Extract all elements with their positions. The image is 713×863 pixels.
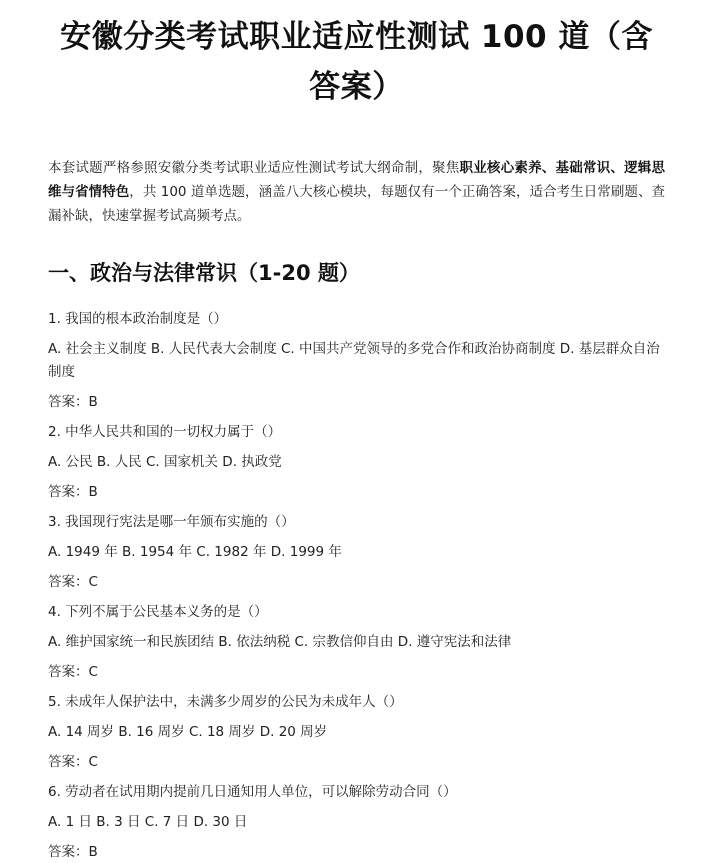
question-text: 1. 我国的根本政治制度是（） [48, 311, 228, 327]
question-text: 6. 劳动者在试用期内提前几日通知用人单位，可以解除劳动合同（） [48, 784, 457, 800]
question-item [48, 781, 665, 863]
intro-paragraph [48, 156, 665, 228]
question-item [48, 511, 665, 594]
question-text: 5. 未成年人保护法中，未满多少周岁的公民为未成年人（） [48, 694, 403, 710]
question-item [48, 691, 665, 774]
question-text: 2. 中华人民共和国的一切权力属于（） [48, 424, 282, 440]
question-options: A. 公民 B. 人民 C. 国家机关 D. 执政党 [48, 454, 282, 470]
question-options: A. 社会主义制度 B. 人民代表大会制度 C. 中国共产党领导的多党合作和政治协商制度 D. 基层群众自治制度 [48, 341, 660, 380]
question-options: A. 1949 年 B. 1954 年 C. 1982 年 D. 1999 年 [48, 544, 342, 560]
question-answer: 答案：C [48, 664, 98, 680]
question-text: 4. 下列不属于公民基本义务的是（） [48, 604, 268, 620]
question-answer: 答案：B [48, 484, 98, 500]
intro-separator: 、 [610, 160, 625, 176]
question-options: A. 1 日 B. 3 日 C. 7 日 D. 30 日 [48, 814, 248, 830]
question-answer: 答案：C [48, 754, 98, 770]
question-answer: 答案：B [48, 844, 98, 860]
question-options: A. 维护国家统一和民族团结 B. 依法纳税 C. 宗教信仰自由 D. 遵守宪法和法律 [48, 634, 512, 650]
intro-keyword-professional-literacy: 职业核心素养 [459, 160, 542, 176]
question-item [48, 421, 665, 504]
section-heading: 一、政治与法律常识（1-20 题） [48, 261, 360, 285]
question-answer: 答案：B [48, 394, 98, 410]
intro-text-continued: ，共 100 道单选题，涵盖八大核心模块，每题仅有一个正确答案，适合考生日常刷题、查漏补缺，快速掌握考试高频考点。 [48, 184, 665, 224]
question-answer: 答案：C [48, 574, 98, 590]
intro-text: 本套试题严格参照安徽分类考试职业适应性测试考试大纲命制，聚焦 [48, 160, 460, 176]
question-text: 3. 我国现行宪法是哪一年颁布实施的（） [48, 514, 295, 530]
intro-keyword-logic-and-province: 逻辑思维与省情特色 [48, 160, 666, 200]
question-item [48, 601, 665, 684]
intro-separator: 、 [541, 160, 556, 176]
document-title: 安徽分类考试职业适应性测试 100 道（含答案） [60, 19, 653, 105]
question-options: A. 14 周岁 B. 16 周岁 C. 18 周岁 D. 20 周岁 [48, 724, 328, 740]
question-item [48, 308, 665, 414]
intro-keyword-basic-knowledge: 基础常识 [555, 160, 611, 176]
